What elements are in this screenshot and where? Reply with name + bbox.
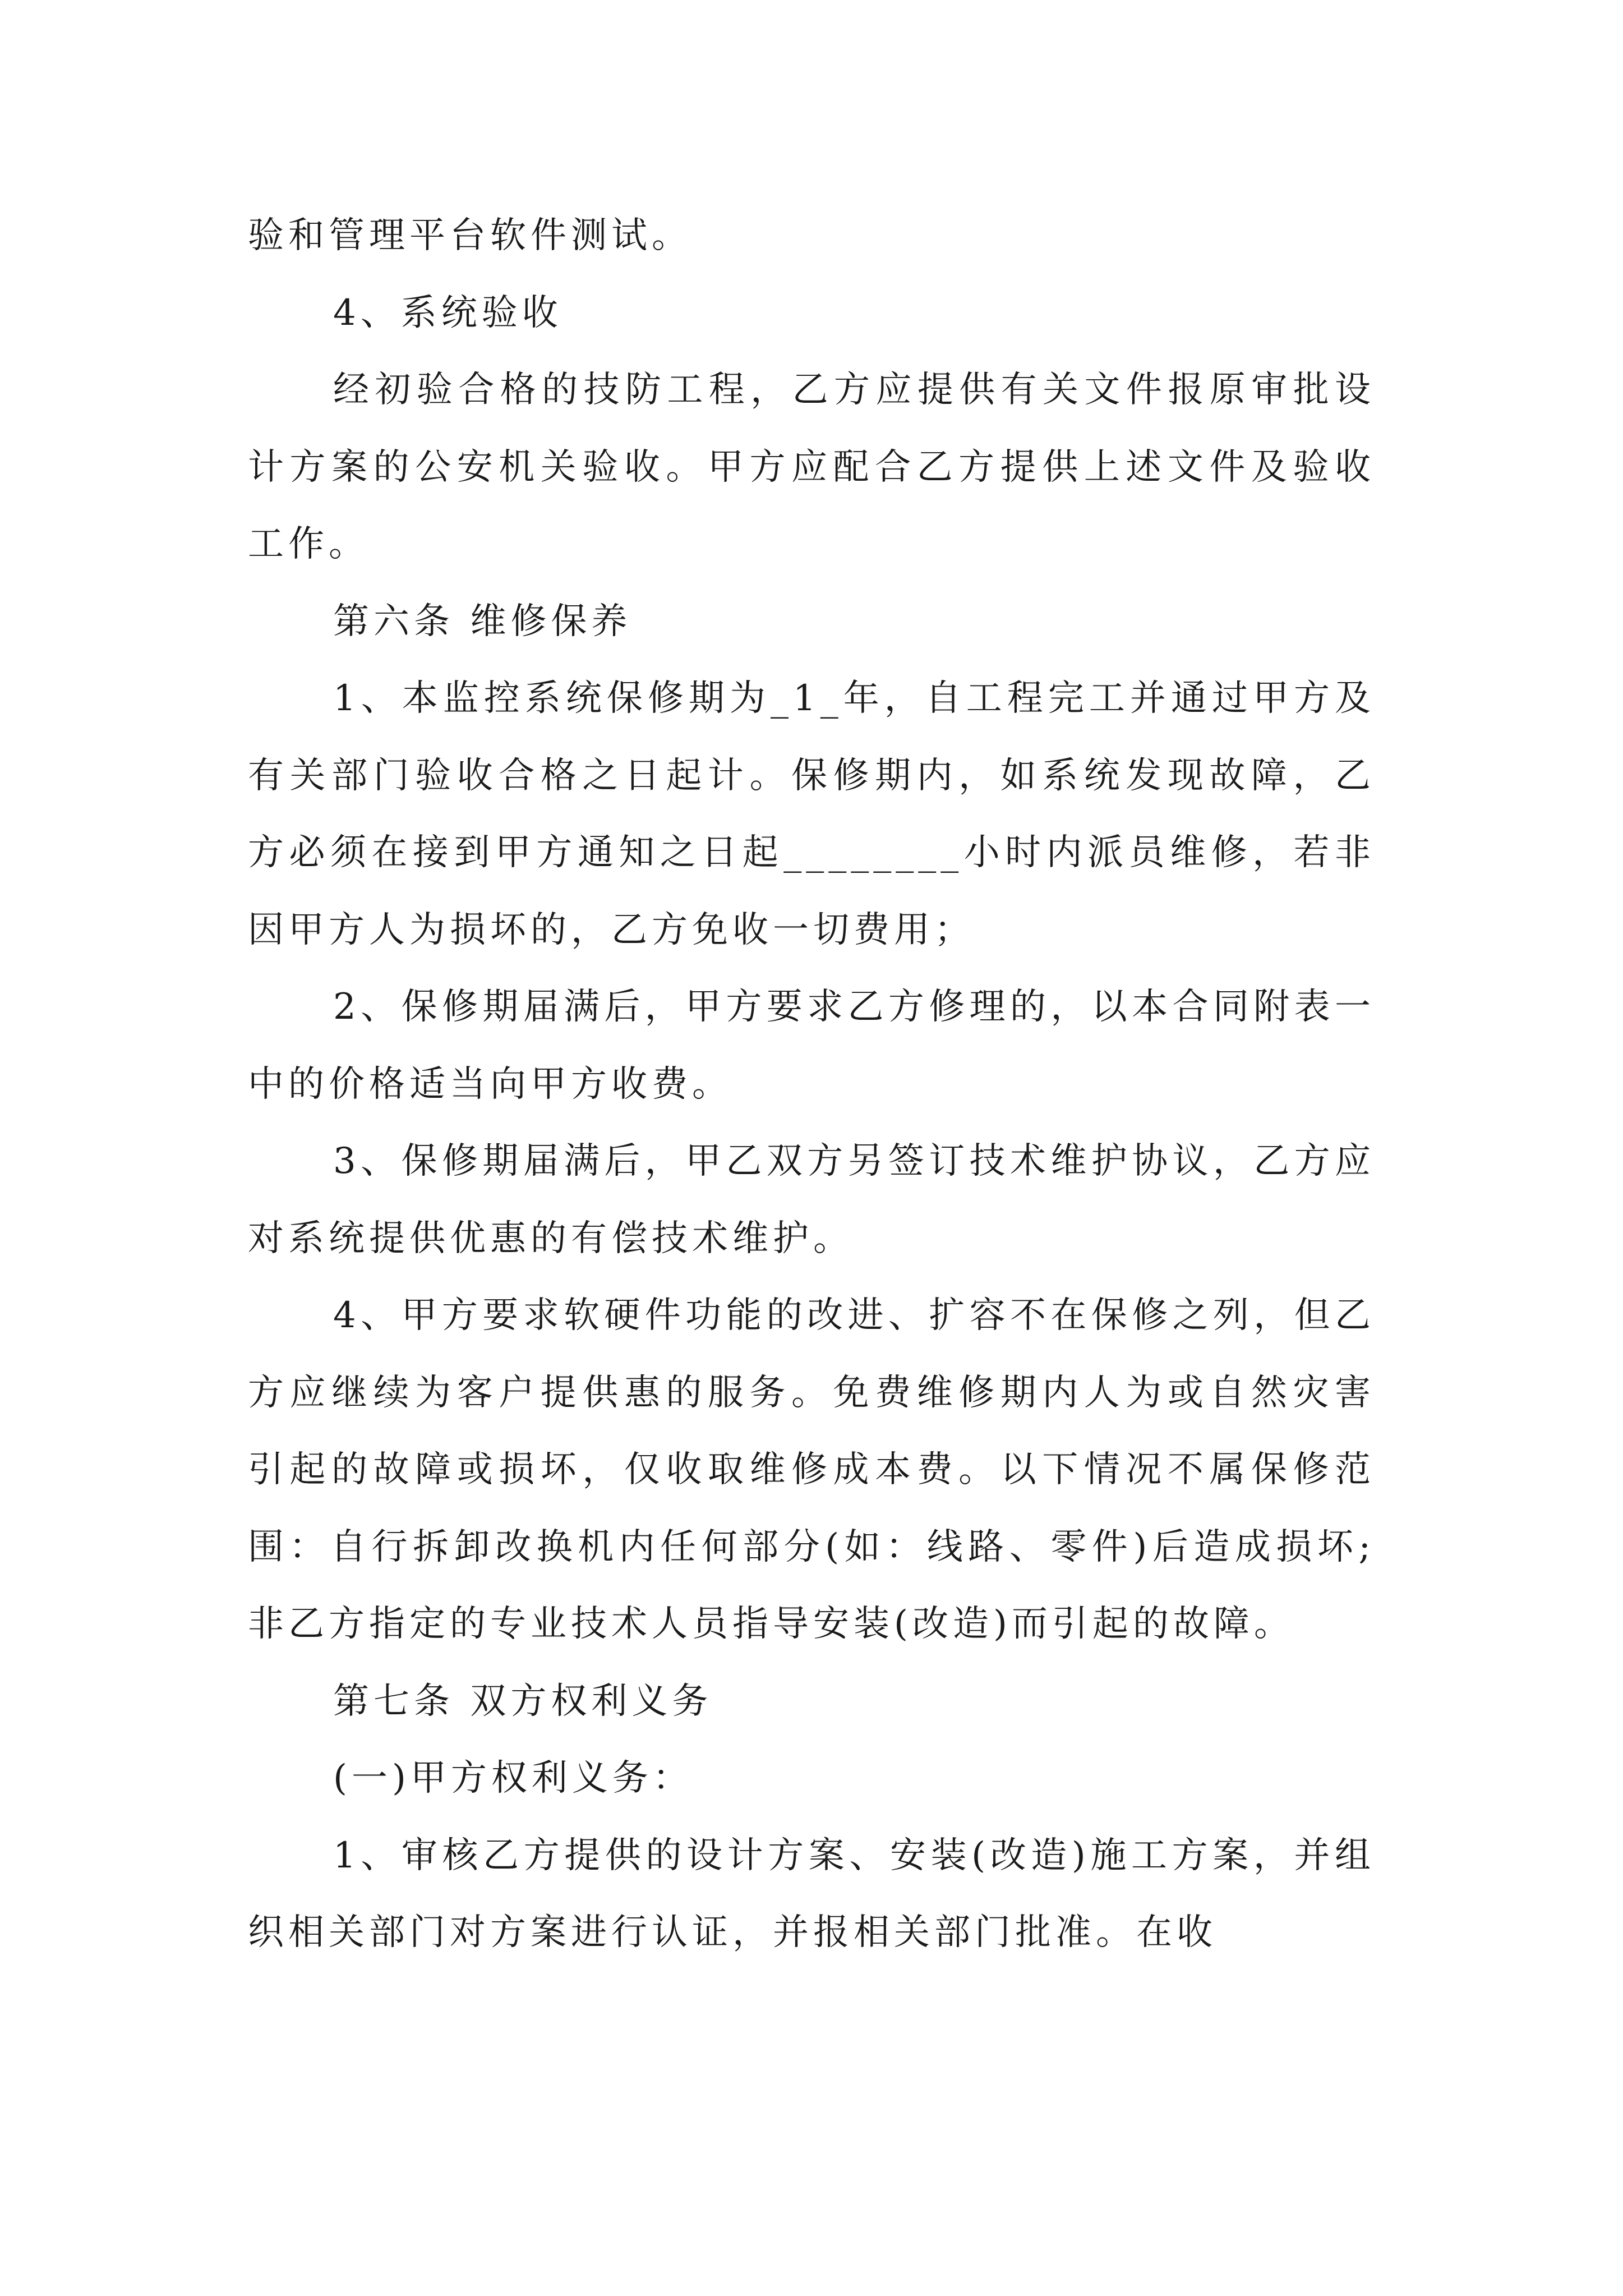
paragraph-acceptance-text: 经初验合格的技防工程，乙方应提供有关文件报原审批设计方案的公安机关验收。甲方应配合乙方提供上述文件及验收工作。	[248, 369, 1375, 565]
paragraph-continuation: 验和管理平台软件测试。	[248, 215, 692, 256]
paragraph-warranty-2: 2、保修期届满后，甲方要求乙方修理的，以本合同附表一中的价格适当向甲方收费。	[248, 986, 1375, 1105]
paragraph-party-a-1: 1、审核乙方提供的设计方案、安装(改造)施工方案，并组织相关部门对方案进行认证，并报相关部门批准。在收	[248, 1834, 1375, 1953]
document-body	[248, 197, 1375, 1972]
subheading-party-a-rights: (一)甲方权利义务：	[333, 1757, 693, 1799]
paragraph-warranty-4: 4、甲方要求软硬件功能的改进、扩容不在保修之列，但乙方应继续为客户提供惠的服务。免费维修期内人为或自然灾害引起的故障或损坏，仅收取维修成本费。以下情况不属保修范围：自行拆卸改换机内任何部分(如：线路、零件)后造成损坏;非乙方指定的专业技术人员指导安装(改造)而引起的故障。	[248, 1295, 1375, 1645]
paragraph-warranty-3: 3、保修期届满后，甲乙双方另签订技术维护协议，乙方应对系统提供优惠的有偿技术维护。	[248, 1140, 1375, 1259]
article-heading-six: 第六条 维修保养	[333, 600, 632, 642]
article-heading-seven: 第七条 双方权利义务	[333, 1680, 713, 1722]
section-heading-system-acceptance: 4、系统验收	[333, 292, 562, 334]
paragraph-warranty-1: 1、本监控系统保修期为_1_年，自工程完工并通过甲方及有关部门验收合格之日起计。保修期内，如系统发现故障，乙方必须在接到甲方通知之日起________小时内派员维修，若非因甲方人为损坏的，乙方免收一切费用；	[248, 678, 1375, 951]
